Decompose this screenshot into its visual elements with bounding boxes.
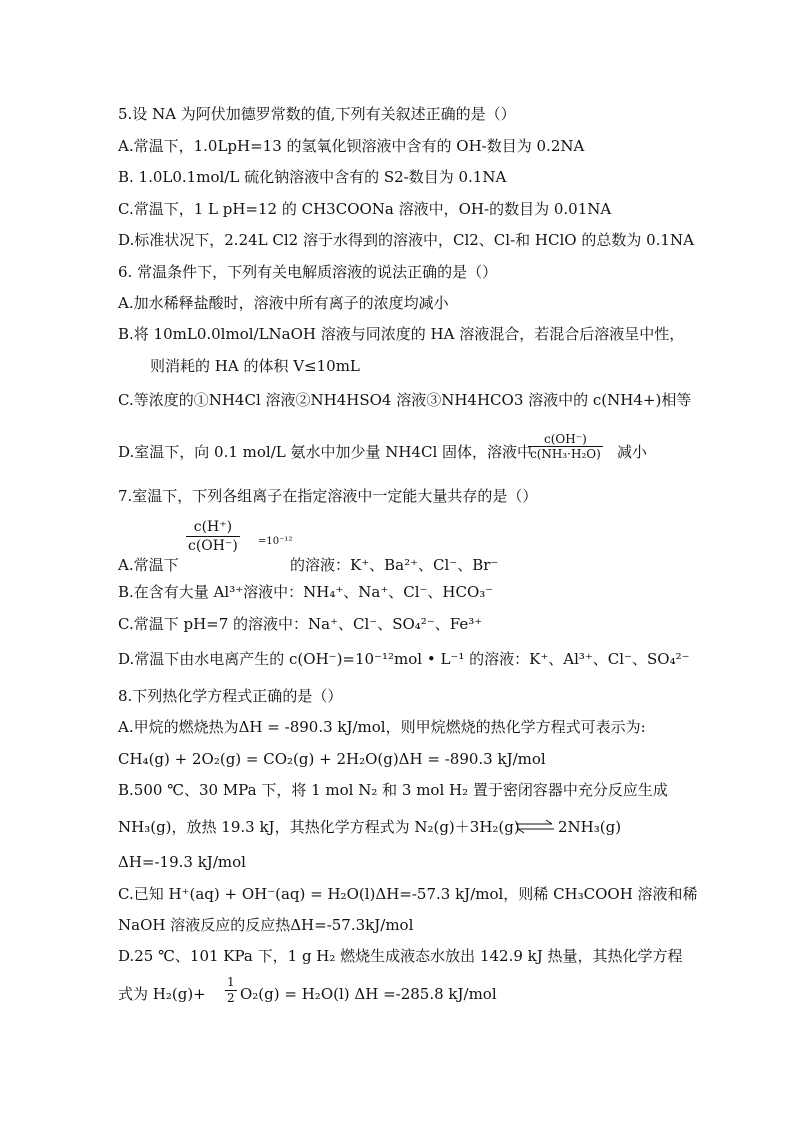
q7-option-a-ratio: =10⁻¹² (258, 536, 293, 547)
q6-stem: 6. 常温条件下，下列有关电解质溶液的说法正确的是（） (118, 263, 498, 281)
q6-option-d-fraction (528, 432, 603, 461)
q5-option-c: C.常温下，1 L pH=12 的 CH3COONa 溶液中，OH-的数目为 0.01NA (118, 200, 612, 218)
fraction-denominator: 2 (227, 991, 235, 1005)
fraction-denominator: c(OH⁻) (188, 538, 238, 554)
q7-option-d: D.常温下由水电离产生的 c(OH⁻)=10⁻¹²mol • L⁻¹ 的溶液：K⁺、Al³⁺、Cl⁻、SO₄²⁻ (118, 650, 690, 668)
q8-option-b-line1: B.500 ℃、30 MPa 下，将 1 mol N₂ 和 3 mol H₂ 置于密闭容器中充分反应生成 (118, 781, 668, 799)
q6-option-b-line2: 则消耗的 HA 的体积 V≤10mL (150, 357, 360, 375)
q6-option-c: C.等浓度的①NH4Cl 溶液②NH4HSO4 溶液③NH4HCO3 溶液中的 c(NH4+)相等 (118, 391, 692, 409)
q6-option-b-line1: B.将 10mL0.0lmol/LNaOH 溶液与同浓度的 HA 溶液混合，若混合后溶液呈中性， (118, 325, 685, 343)
q6-option-d-suffix: 减小 (617, 443, 648, 461)
q8-option-d-line1: D.25 ℃、101 KPa 下，1 g H₂ 燃烧生成液态水放出 142.9 kJ 热量，其热化学方程 (118, 947, 683, 965)
q8-option-d-line2-suffix: O₂(g) = H₂O(l) ΔH =-285.8 kJ/mol (240, 985, 497, 1003)
fraction-numerator: c(OH⁻) (528, 432, 603, 447)
q8-option-a-line1: A.甲烷的燃烧热为ΔH = -890.3 kJ/mol，则甲烷燃烧的热化学方程式可表示为: (118, 718, 646, 736)
q8-option-b-line2-prefix: NH₃(g)，放热 19.3 kJ，其热化学方程式为 N₂(g)＋3H₂(g) (118, 818, 520, 836)
q5-stem: 5.设 NA 为阿伏加德罗常数的值,下列有关叙述正确的是（） (118, 105, 516, 123)
fraction-numerator: 1 (227, 975, 235, 989)
q7-stem: 7.室温下，下列各组离子在指定溶液中一定能大量共存的是（） (118, 487, 538, 505)
q8-option-c-line2: NaOH 溶液反应的反应热ΔH=-57.3kJ/mol (118, 916, 414, 934)
q7-option-a-ions: 的溶液：K⁺、Ba²⁺、Cl⁻、Br⁻ (290, 556, 499, 574)
q8-option-b-line3: ΔH=-19.3 kJ/mol (118, 853, 246, 871)
q6-option-a: A.加水稀释盐酸时，溶液中所有离子的浓度均减小 (118, 294, 449, 312)
q8-option-d-line2-prefix: 式为 H₂(g)+ (118, 985, 206, 1003)
q6-option-d-prefix: D.室温下，向 0.1 mol/L 氨水中加少量 NH4Cl 固体，溶液中 (118, 443, 533, 461)
q5-option-b: B. 1.0L0.1mol/L 硫化钠溶液中含有的 S2-数目为 0.1NA (118, 168, 507, 186)
q7-option-a-fraction (186, 518, 240, 555)
fraction-numerator: c(H⁺) (186, 518, 240, 537)
q7-option-c: C.常温下 pH=7 的溶液中：Na⁺、Cl⁻、SO₄²⁻、Fe³⁺ (118, 615, 483, 633)
q8-option-b-line2-product: 2NH₃(g) (558, 818, 622, 836)
reversible-arrow-icon (514, 818, 556, 836)
q8-option-a-line2: CH₄(g) + 2O₂(g) = CO₂(g) + 2H₂O(g)ΔH = -890.3 kJ/mol (118, 750, 546, 768)
q7-option-b: B.在含有大量 Al³⁺溶液中：NH₄⁺、Na⁺、Cl⁻、HCO₃⁻ (118, 583, 494, 601)
q7-option-a-prefix: A.常温下 (118, 556, 179, 574)
q8-stem: 8.下列热化学方程式正确的是（） (118, 687, 343, 705)
q8-option-c-line1: C.已知 H⁺(aq) + OH⁻(aq) = H₂O(l)ΔH=-57.3 kJ/mol，则稀 CH₃COOH 溶液和稀 (118, 885, 698, 903)
q5-option-a: A.常温下，1.0LpH=13 的氢氧化钡溶液中含有的 OH-数目为 0.2NA (118, 137, 585, 155)
fraction-denominator: c(NH₃·H₂O) (530, 447, 601, 461)
q5-option-d: D.标准状况下，2.24L Cl2 溶于水得到的溶液中，Cl2、Cl-和 HClO 的总数为 0.1NA (118, 231, 694, 249)
q8-option-d-fraction (225, 975, 237, 1006)
